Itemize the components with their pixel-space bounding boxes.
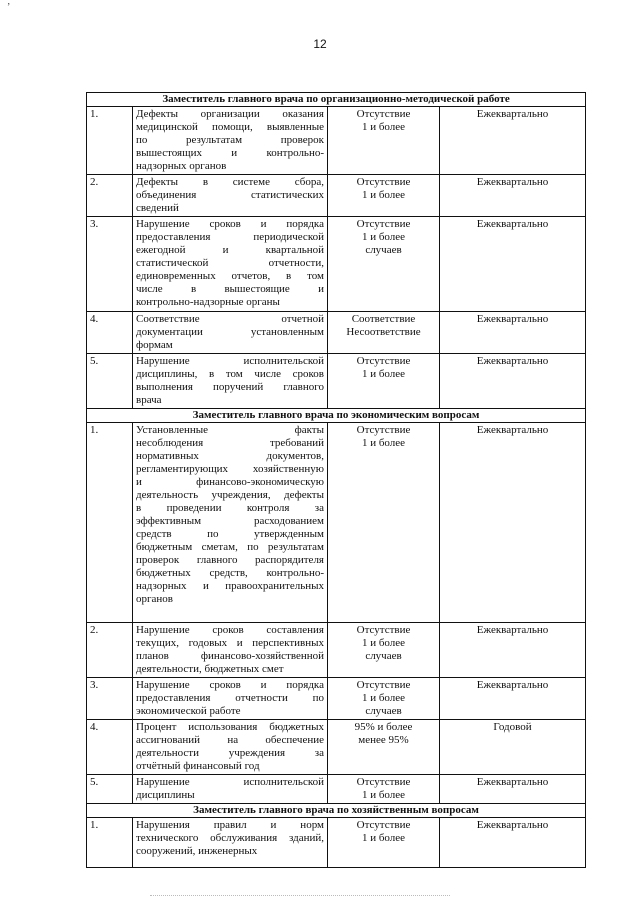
row-criteria [328, 175, 440, 217]
row-description [133, 107, 328, 175]
row-description [133, 312, 328, 354]
description-line: несоблюдения требований [136, 437, 324, 449]
row-number: 5. [87, 775, 133, 804]
row-description [133, 623, 328, 678]
table-row [87, 678, 586, 720]
row-criteria [328, 678, 440, 720]
section-title: Заместитель главного врача по экономическим вопросам [87, 409, 586, 423]
row-description [133, 720, 328, 775]
description-line: планов финансово-хозяйственной [136, 650, 324, 662]
description-line: деятельности учреждения за [136, 747, 324, 759]
description-line: Нарушение исполнительской [136, 355, 324, 367]
description-line: нормативных документов, [136, 450, 324, 462]
row-period: Ежеквартально [440, 423, 586, 623]
description-line: надзорных и правоохранительных [136, 580, 324, 592]
row-period: Ежеквартально [440, 678, 586, 720]
row-description [133, 354, 328, 409]
description-line: технического обслуживания зданий, [136, 832, 324, 844]
row-period: Ежеквартально [440, 217, 586, 312]
row-criteria [328, 775, 440, 804]
scan-artifact [150, 895, 450, 897]
criteria-value: Отсутствие [356, 819, 411, 831]
criteria-value: Отсутствие [356, 624, 411, 636]
row-number: 4. [87, 720, 133, 775]
row-period: Ежеквартально [440, 312, 586, 354]
table-row [87, 775, 586, 804]
description-line: Установленные факты [136, 424, 324, 436]
section-title: Заместитель главного врача по хозяйственным вопросам [87, 804, 586, 818]
description-line: проверок главного распорядителя [136, 554, 324, 566]
table-row [87, 107, 586, 175]
description-line: Нарушение сроков и порядка [136, 679, 324, 691]
criteria-value: 1 и более [361, 121, 406, 133]
description-line: контрольно-надзорные органы [136, 296, 280, 308]
row-period: Годовой [440, 720, 586, 775]
description-line: деятельность учреждения, дефекты [136, 489, 324, 501]
table-row [87, 623, 586, 678]
description-line: отчётный финансовый год [136, 760, 260, 772]
description-line: Процент использования бюджетных [136, 721, 324, 733]
table-row [87, 354, 586, 409]
row-period: Ежеквартально [440, 818, 586, 868]
criteria-value: 1 и более [361, 832, 406, 844]
row-criteria [328, 217, 440, 312]
criteria-value: 1 и более [361, 692, 406, 704]
row-description [133, 423, 328, 623]
criteria-table [86, 92, 586, 868]
description-line: средств по утвержденным [136, 528, 324, 540]
row-number: 1. [87, 107, 133, 175]
row-criteria [328, 312, 440, 354]
row-description [133, 217, 328, 312]
row-description [133, 775, 328, 804]
row-number: 1. [87, 818, 133, 868]
description-line: Соответствие отчетной [136, 313, 324, 325]
description-line: надзорных органов [136, 160, 227, 172]
row-criteria [328, 623, 440, 678]
description-line: бюджетных средств, контрольно- [136, 567, 324, 579]
description-line: в проведении контроля за [136, 502, 324, 514]
description-line: текущих, годовых и перспективных [136, 637, 324, 649]
criteria-value: 1 и более [361, 637, 406, 649]
criteria-value: 1 и более [361, 189, 406, 201]
table-row [87, 217, 586, 312]
description-line: Дефекты организации оказания [136, 108, 324, 120]
row-criteria [328, 818, 440, 868]
row-number: 2. [87, 175, 133, 217]
description-line: регламентирующих хозяйственную [136, 463, 324, 475]
row-period: Ежеквартально [440, 107, 586, 175]
description-line: дисциплины, в том числе сроков [136, 368, 324, 380]
description-line: предоставления периодической [136, 231, 324, 243]
row-criteria [328, 720, 440, 775]
row-description [133, 175, 328, 217]
description-line: документации установленным [136, 326, 324, 338]
criteria-value: Отсутствие [356, 218, 411, 230]
section-title: Заместитель главного врача по организационно-методической работе [87, 93, 586, 107]
description-line: Нарушение исполнительской [136, 776, 324, 788]
section-header [87, 93, 586, 107]
description-line: дисциплины [136, 789, 195, 801]
description-line: объединения статистических [136, 189, 324, 201]
table-row [87, 423, 586, 623]
description-line: ежегодной и квартальной [136, 244, 324, 256]
description-line: Дефекты в системе сбора, [136, 176, 324, 188]
description-line: сведений [136, 202, 179, 214]
row-number: 4. [87, 312, 133, 354]
scan-mark: ʼ [7, 2, 11, 13]
row-number: 3. [87, 217, 133, 312]
description-line: числе в вышестоящие и [136, 283, 324, 295]
criteria-value: Отсутствие [356, 679, 411, 691]
description-line: Нарушение сроков составления [136, 624, 324, 636]
criteria-value: Несоответствие [346, 326, 421, 338]
table-row [87, 175, 586, 217]
description-line: ассигнований на обеспечение [136, 734, 324, 746]
row-criteria [328, 423, 440, 623]
criteria-value: менее 95% [358, 734, 409, 746]
criteria-value: случаев [365, 650, 402, 662]
table-row [87, 818, 586, 868]
description-line: Нарушения правил и норм [136, 819, 324, 831]
criteria-value: 95% и более [354, 721, 413, 733]
description-line: деятельности, бюджетных смет [136, 663, 284, 675]
row-period: Ежеквартально [440, 175, 586, 217]
description-line: выполнения поручений главного [136, 381, 324, 393]
description-line: врача [136, 394, 162, 406]
description-line: формам [136, 339, 173, 351]
row-criteria [328, 354, 440, 409]
table-row [87, 720, 586, 775]
description-line: Нарушение сроков и порядка [136, 218, 324, 230]
row-criteria [328, 107, 440, 175]
description-line: экономической работе [136, 705, 241, 717]
description-line: единовременных отчетов, в том [136, 270, 324, 282]
criteria-value: Отсутствие [356, 176, 411, 188]
row-description [133, 678, 328, 720]
criteria-value: 1 и более [361, 368, 406, 380]
criteria-value: 1 и более [361, 789, 406, 801]
description-line: вышестоящих и контрольно- [136, 147, 324, 159]
row-number: 5. [87, 354, 133, 409]
criteria-value: Отсутствие [356, 355, 411, 367]
criteria-value: Соответствие [351, 313, 416, 325]
page-number: 12 [313, 37, 327, 51]
description-line: бюджетным сметам, по результатам [136, 541, 324, 553]
criteria-value: случаев [365, 705, 402, 717]
section-header [87, 804, 586, 818]
description-line: органов [136, 593, 173, 605]
description-line: по результатам проверок [136, 134, 324, 146]
description-line: и финансово-экономическую [136, 476, 324, 488]
row-number: 2. [87, 623, 133, 678]
criteria-value: 1 и более [361, 437, 406, 449]
criteria-value: Отсутствие [356, 108, 411, 120]
row-number: 1. [87, 423, 133, 623]
criteria-value: случаев [365, 244, 402, 256]
description-line: медицинской помощи, выявленные [136, 121, 324, 133]
description-line: статистической отчетности, [136, 257, 324, 269]
row-description [133, 818, 328, 868]
row-period: Ежеквартально [440, 775, 586, 804]
section-header [87, 409, 586, 423]
criteria-value: 1 и более [361, 231, 406, 243]
description-line: эффективным расходованием [136, 515, 324, 527]
criteria-value: Отсутствие [356, 776, 411, 788]
table-row [87, 312, 586, 354]
row-number: 3. [87, 678, 133, 720]
description-line: сооружений, инженерных [136, 845, 258, 857]
description-line: предоставления отчетности по [136, 692, 324, 704]
row-period: Ежеквартально [440, 623, 586, 678]
criteria-value: Отсутствие [356, 424, 411, 436]
row-period: Ежеквартально [440, 354, 586, 409]
